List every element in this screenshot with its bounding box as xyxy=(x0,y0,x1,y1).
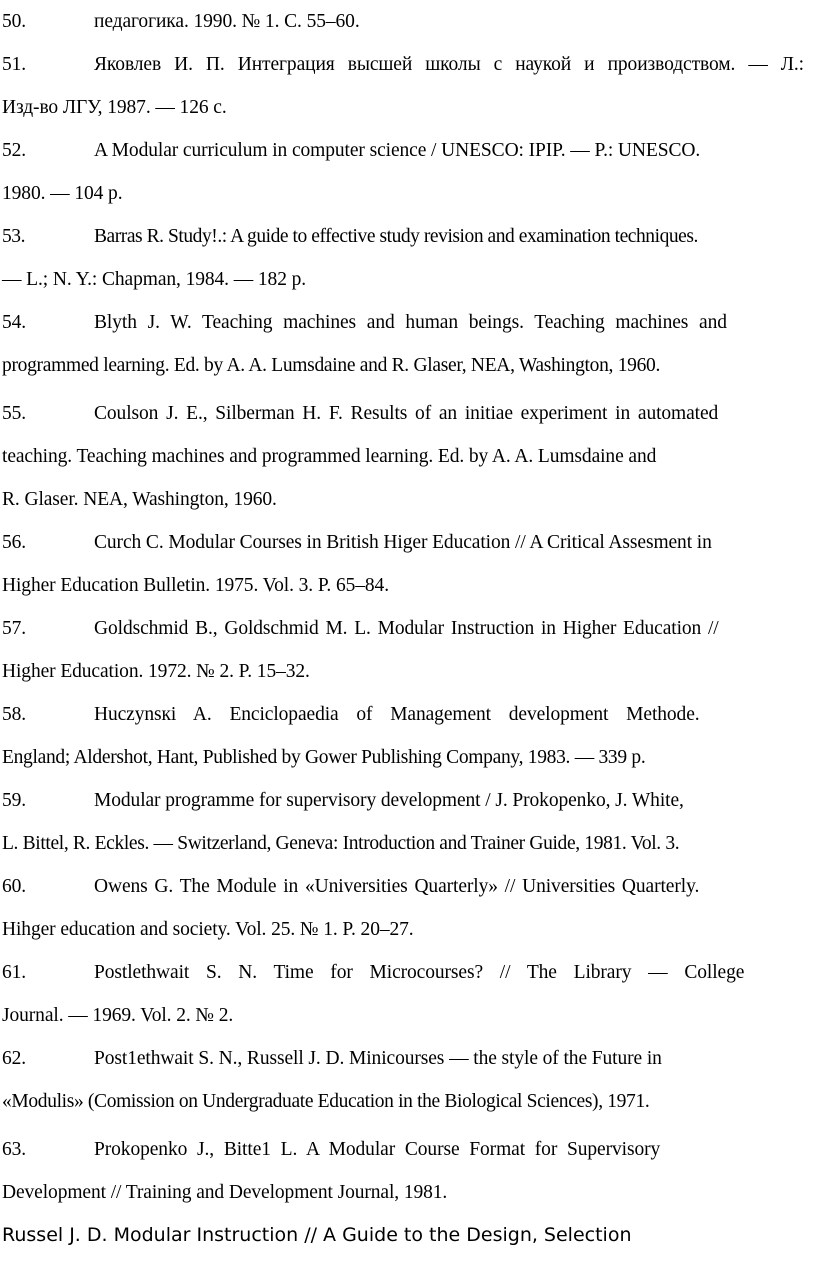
reference-63 xyxy=(2,1128,804,1214)
reference-line: Journal. — 1969. Vol. 2. № 2. xyxy=(2,1005,234,1026)
reference-62 xyxy=(2,1037,804,1123)
reference-line xyxy=(2,779,804,822)
reference-line xyxy=(2,521,804,564)
reference-number: 56. xyxy=(2,532,27,553)
reference-line: Hihger education and society. Vol. 25. № 1. P. 20–27. xyxy=(2,919,414,940)
reference-line: «Modulis» (Comission on Undergraduate Education in the Biological Sciences), 1971. xyxy=(2,1091,650,1112)
reference-line xyxy=(2,301,804,344)
reference-number: 50. xyxy=(2,11,27,32)
reference-line xyxy=(2,693,804,736)
reference-line xyxy=(2,607,804,650)
reference-56 xyxy=(2,521,804,607)
reference-60 xyxy=(2,865,804,951)
reference-line xyxy=(2,865,804,908)
reference-line xyxy=(2,1128,804,1171)
reference-58 xyxy=(2,693,804,779)
reference-number: 63. xyxy=(2,1139,27,1160)
reference-number: 62. xyxy=(2,1048,27,1069)
reference-text: Modular programme for supervisory development / J. Prokopenko, J. White, xyxy=(94,790,684,811)
reference-line: 1980. — 104 p. xyxy=(2,183,123,204)
reference-number: 54. xyxy=(2,312,27,333)
reference-text: Postlethwait S. N. Time for Microcourses? // The Library — College xyxy=(94,962,745,983)
reference-text: Blyth J. W. Teaching machines and human beings. Teaching machines and xyxy=(94,312,727,333)
reference-text: Post1ethwait S. N., Russell J. D. Minicourses — the style of the Future in xyxy=(94,1048,662,1069)
reference-61 xyxy=(2,951,804,1037)
reference-line: Higher Education Bulletin. 1975. Vol. 3. P. 65–84. xyxy=(2,575,389,596)
reference-text: Coulson J. E., Silberman H. F. Results of an initiae experiment in automated xyxy=(94,403,719,424)
reference-line xyxy=(2,951,804,994)
reference-text: Goldschmid B., Goldschmid M. L. Modular Instruction in Higher Education // xyxy=(94,618,719,639)
reference-line: Higher Education. 1972. № 2. P. 15–32. xyxy=(2,661,310,682)
reference-line: teaching. Teaching machines and programmed learning. Ed. by A. A. Lumsdaine and xyxy=(2,446,657,467)
reference-number: 51. xyxy=(2,54,27,75)
trailing-reference-line: Russel J. D. Modular Instruction // A Guide to the Design, Selection xyxy=(2,1224,632,1246)
reference-55 xyxy=(2,392,804,521)
reference-57 xyxy=(2,607,804,693)
reference-line xyxy=(2,0,804,43)
reference-number: 53. xyxy=(2,226,26,247)
reference-text: Яковлев И. П. Интеграция высшей школы с наукой и производством. — Л.: xyxy=(94,54,804,75)
reference-line: England; Aldershot, Hant, Published by Gower Publishing Company, 1983. — 339 p. xyxy=(2,747,646,768)
reference-51 xyxy=(2,43,804,129)
reference-line: programmed learning. Ed. by A. A. Lumsdaine and R. Glaser, NEA, Washington, 1960. xyxy=(2,355,661,376)
reference-text: Curch C. Modular Courses in British Higer Education // A Critical Assesment in xyxy=(94,532,712,553)
reference-line xyxy=(2,129,804,172)
reference-text: Barras R. Study!.: A guide to effective study revision and examination techniques. xyxy=(94,226,698,247)
reference-line: Изд-во ЛГУ, 1987. — 126 с. xyxy=(2,97,227,118)
reference-line xyxy=(2,215,804,258)
reference-54 xyxy=(2,301,804,387)
reference-text: A Modular curriculum in computer science / UNESCO: IPIP. — P.: UNESCO. xyxy=(94,140,701,161)
reference-number: 55. xyxy=(2,403,27,424)
reference-line xyxy=(2,1037,804,1080)
reference-line: — L.; N. Y.: Chapman, 1984. — 182 p. xyxy=(2,269,307,290)
reference-number: 59. xyxy=(2,790,27,811)
reference-number: 61. xyxy=(2,962,27,983)
reference-line xyxy=(2,392,804,435)
reference-line xyxy=(2,43,804,86)
reference-52 xyxy=(2,129,804,215)
reference-50 xyxy=(2,0,804,43)
reference-text: Prokopenko J., Bitte1 L. A Modular Course Format for Supervisory xyxy=(94,1139,661,1160)
reference-line: L. Bittel, R. Eckles. — Switzerland, Geneva: Introduction and Trainer Guide, 1981. Vol. 3. xyxy=(2,833,680,854)
reference-text: педагогика. 1990. № 1. С. 55–60. xyxy=(94,11,360,32)
reference-53 xyxy=(2,215,804,301)
reference-line: Development // Training and Development Journal, 1981. xyxy=(2,1182,448,1203)
reference-number: 60. xyxy=(2,876,27,897)
reference-text: Huczynsкi A. Enciclopaedia of Management development Methode. xyxy=(94,704,700,725)
reference-text: Owens G. The Module in «Universities Quarterly» // Universities Quarterly. xyxy=(94,876,700,897)
reference-59 xyxy=(2,779,804,865)
reference-number: 58. xyxy=(2,704,27,725)
reference-line: R. Glaser. NEA, Washington, 1960. xyxy=(2,489,277,510)
reference-number: 52. xyxy=(2,140,27,161)
reference-number: 57. xyxy=(2,618,27,639)
